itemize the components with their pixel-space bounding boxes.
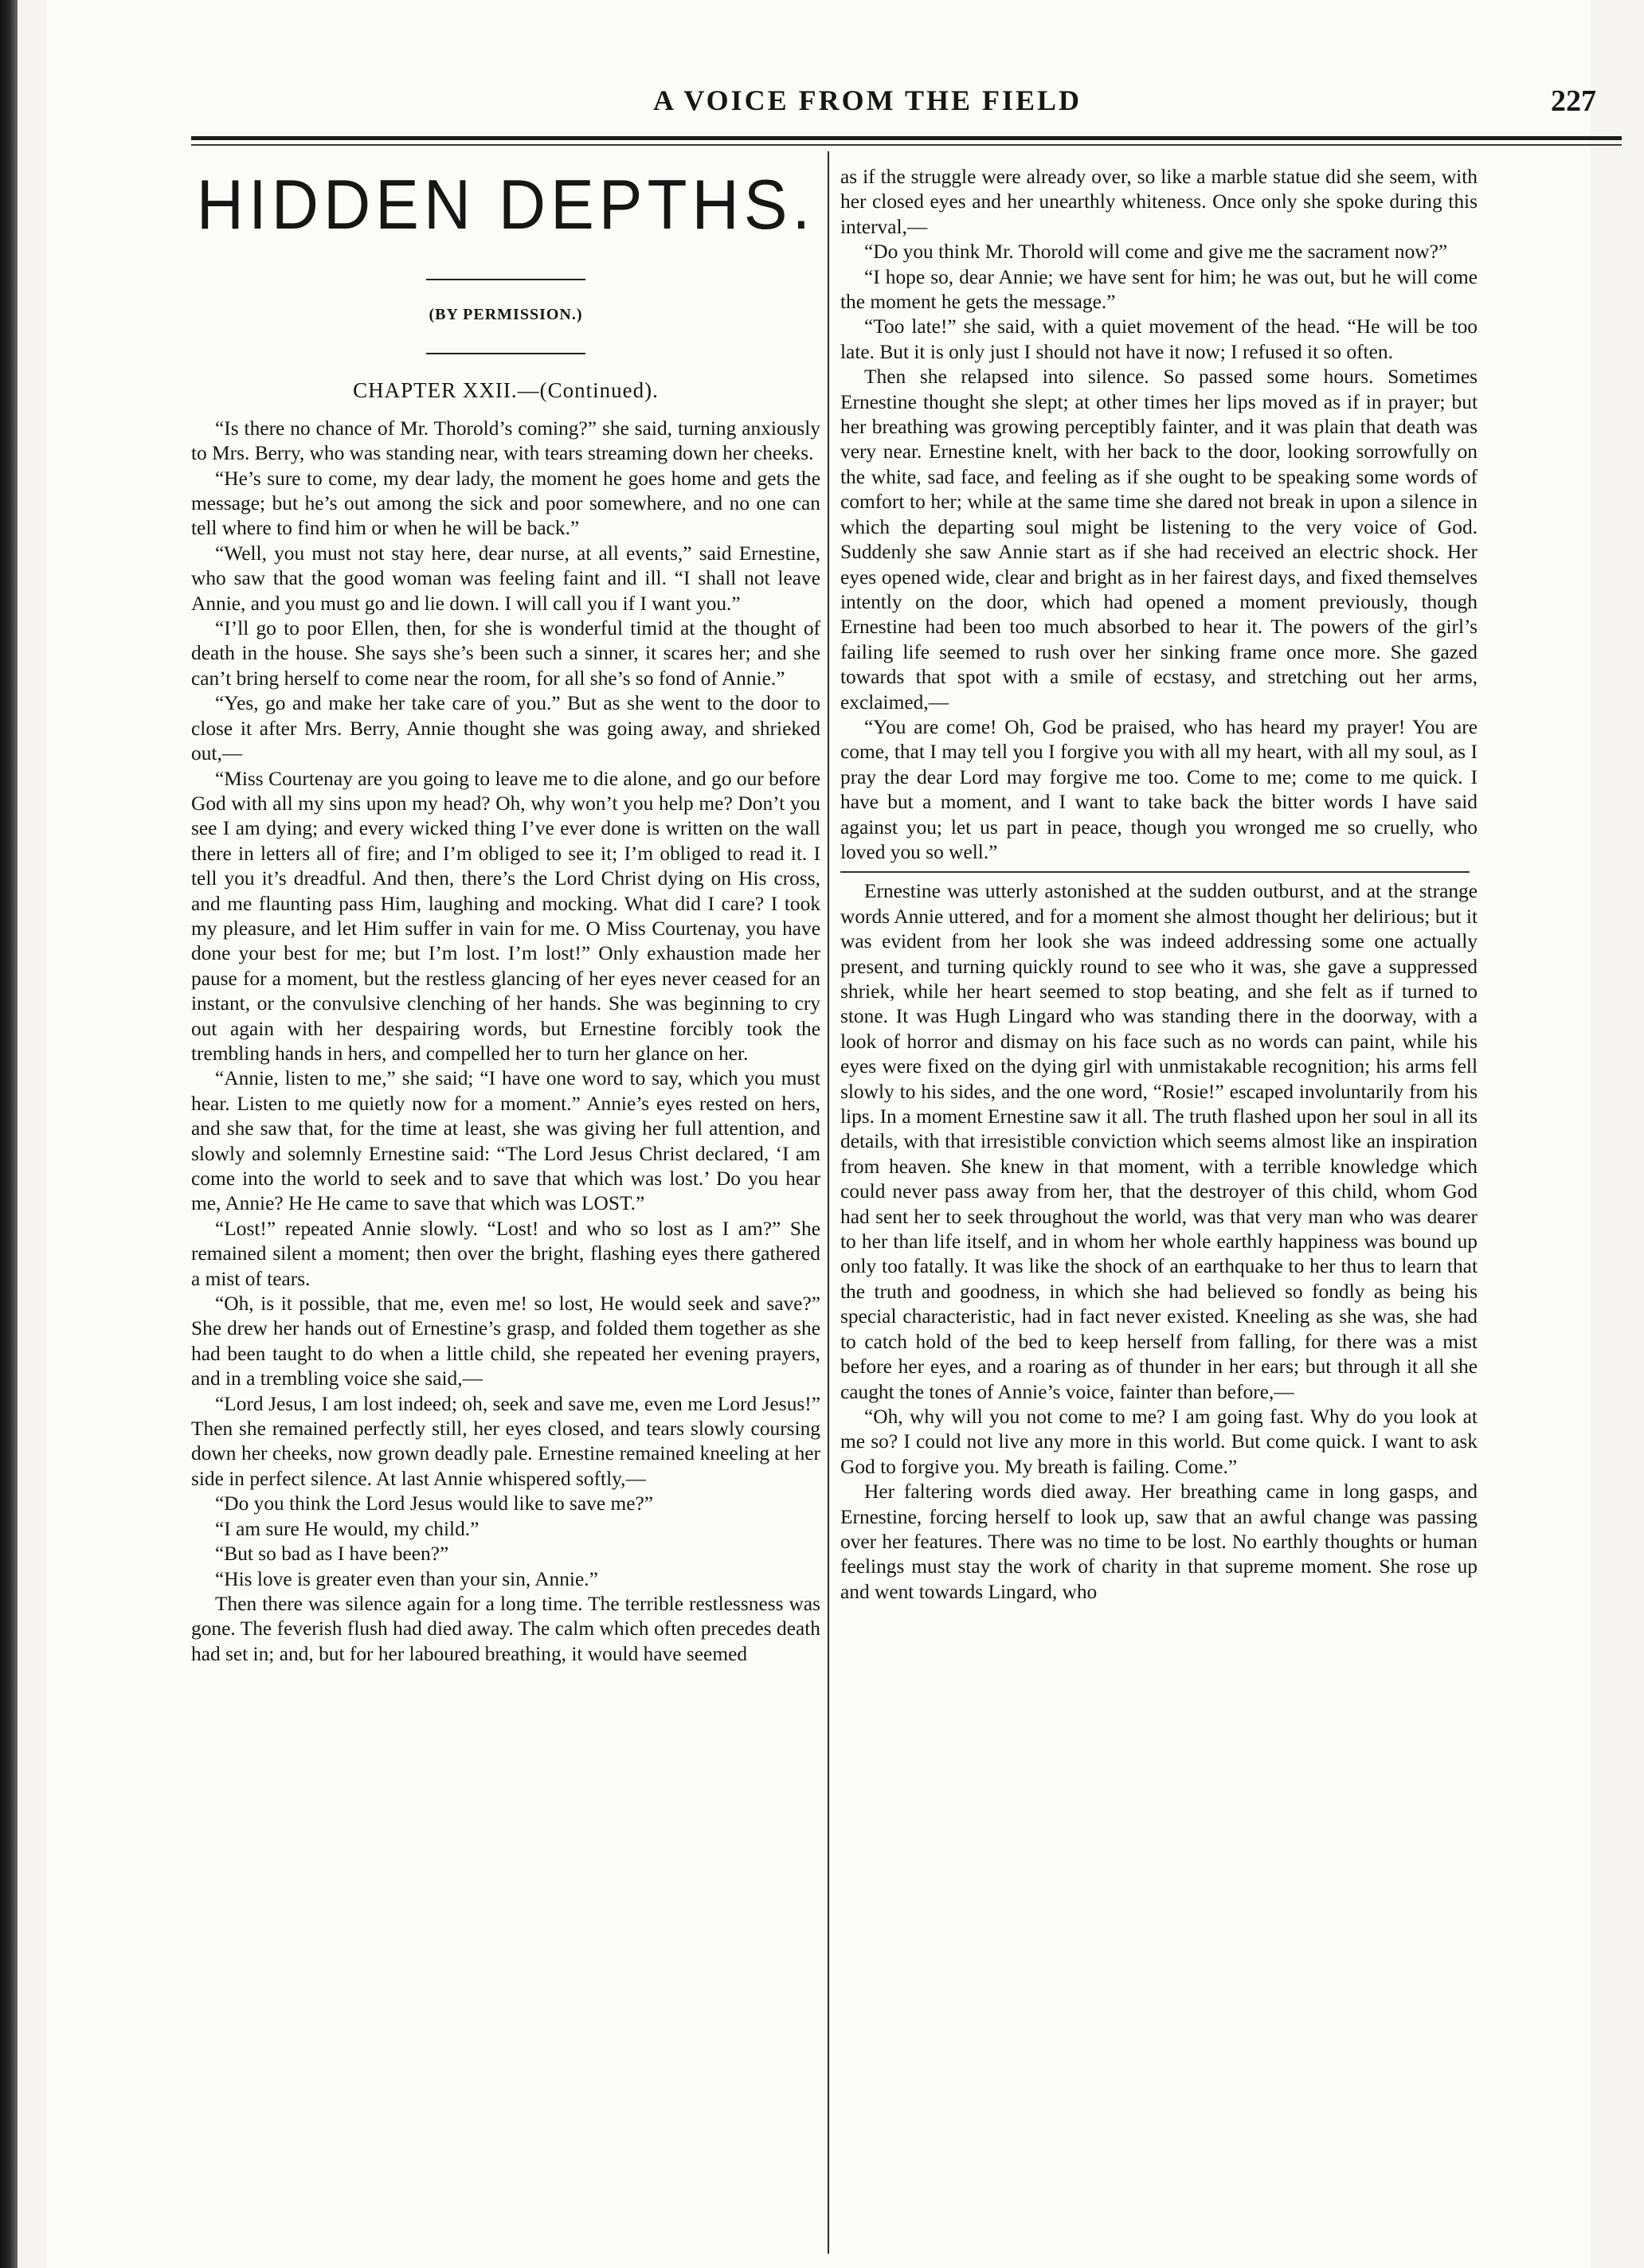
paragraph: “But so bad as I have been?” xyxy=(215,1543,449,1566)
paragraph: “Yes, go and make her take care of you.” But as she went to the door to close it after Mrs. Berry, Annie thought she was going away, and shrieked out,— xyxy=(191,692,820,765)
paragraph: “Well, you must not stay here, dear nurse, at all events,” said Ernestine, who saw that the good woman was feeling faint and ill. “I shall not leave Annie, and you must go and lie down. I will call you if I want you.” xyxy=(191,542,820,615)
paragraph: “I hope so, dear Annie; we have sent for him; he was out, but he will come the moment he gets the message.” xyxy=(840,265,1478,314)
title-rule xyxy=(426,279,585,280)
paragraph: “Do you think the Lord Jesus would like to save me?” xyxy=(215,1492,654,1515)
right-paragraphs-top xyxy=(840,165,1478,865)
header-rule xyxy=(191,136,1622,140)
paragraph: Then there was silence again for a long time. The terrible restlessness was gone. The feverish flush had died away. The calm which often precedes death had set in; and, but for her laboured breathing, it would have seemed xyxy=(191,1592,820,1665)
paragraph: “He’s sure to come, my dear lady, the moment he goes home and gets the message; but he’s out among the sick and poor somewhere, and no one can tell where to find him or when he will be back.” xyxy=(191,467,820,540)
paragraph: “I am sure He would, my child.” xyxy=(215,1517,480,1540)
paragraph: Then she relapsed into silence. So passed some hours. Sometimes Ernestine thought she slept; at other times her lips moved as if in prayer; but her breathing was growing perceptibly fainter, and it was plain that death was very near. Ernestine knelt, with her back to the door, looking sorrowfully on the white, sad face, and feeling as if she ought to be speaking some words of comfort to her; while at the same time she dared not break in upon a silence in which the departing soul might be listening to the very voice of God. Suddenly she saw Annie start as if she had received an electric shock. Her eyes opened wide, clear and bright as in her fairest days, and fixed themselves intently on the door, which had opened a moment previously, though Ernestine had been too much absorbed to hear it. The powers of the girl’s failing life seemed to rush over her sinking frame once more. She gazed towards that spot with a smile of ecstasy, and stretching out her arms, exclaimed,— xyxy=(840,366,1478,714)
byline: (BY PERMISSION.) xyxy=(429,306,583,323)
page-number: 227 xyxy=(1551,84,1596,118)
paragraph: “Is there no chance of Mr. Thorold’s coming?” she said, turning anxiously to Mrs. Berry, who was standing near, with tears streaming down her cheeks. xyxy=(191,416,820,465)
header-rule-thin xyxy=(191,144,1622,146)
paragraph: “Oh, why will you not come to me? I am going fast. Why do you look at me so? I could not live any more in this world. But come quick. I want to ask God to forgive you. My breath is failing. Come.” xyxy=(840,1405,1478,1478)
paragraph: “Miss Courtenay are you going to leave me to die alone, and go our before God with all my sins upon my head? Oh, why won’t you help me? Don’t you see I am dying; and every wicked thing I’ve ever done is written on the wall there in letters all of fire; and I’m obliged to see it; I’m obliged to read it. I tell you it’s dreadful. And then, there’s the Lord Christ dying on His cross, and me flaunting pass Him, laughing and mocking. What did I care? I took my pleasure, and let Him suffer in vain for me. O Miss Courtenay, you have done your best for me; but I’m lost. I’m lost!” Only exhaustion made her pause for a moment, but the restless glancing of her eyes never ceased for an instant, or the convulsive clenching of her hands. She was beginning to cry out again with her despairing words, but Ernestine forcibly took the trembling hands in hers, and compelled her to turn her glance on her. xyxy=(191,767,820,1065)
paragraph: “His love is greater even than your sin, Annie.” xyxy=(215,1567,598,1590)
column-divider xyxy=(828,151,829,2254)
section-separator xyxy=(840,871,1470,873)
scan-binding-edge xyxy=(0,0,18,2268)
paragraph: “I’ll go to poor Ellen, then, for she is wonderful timid at the thought of death in the house. She says she’s been such a sinner, it scares her; and she can’t bring herself to come near the room, for all she’s so fond of Annie.” xyxy=(191,617,820,690)
paragraph: “Lost!” repeated Annie slowly. “Lost! and who so lost as I am?” She remained silent a moment; then over the bright, flashing eyes there gathered a mist of tears. xyxy=(191,1217,820,1290)
paragraph: “Too late!” she said, with a quiet movement of the head. “He will be too late. But it is only just I should not have it now; I refused it so often. xyxy=(840,315,1478,363)
story-title: HIDDEN DEPTHS. xyxy=(196,166,816,244)
paragraph: Her faltering words died away. Her breathing came in long gasps, and Ernestine, forcing herself to look up, saw that an awful change was passing over her features. There was no time to be lost. No earthly thoughts or human feelings must stay the work of charity in that supreme moment. She rose up and went towards Lingard, who xyxy=(840,1480,1478,1603)
paragraph: “Do you think Mr. Thorold will come and give me the sacrament now?” xyxy=(864,240,1448,264)
paragraph: “You are come! Oh, God be praised, who has heard my prayer! You are come, that I may tell you I forgive you with all my heart, with all my soul, as I pray the dear Lord may forgive me too. Come to me; come to me quick. I have but a moment, and I want to take back the bitter words I have said against you; let us part in peace, though you wronged me so cruelly, who loved you so well.” xyxy=(840,715,1478,863)
paragraph: as if the struggle were already over, so like a marble statue did she seem, with her closed eyes and her unearthly whiteness. Once only she spoke during this interval,— xyxy=(840,166,1478,238)
paragraph: “Oh, is it possible, that me, even me! so lost, He would seek and save?” She drew her hands out of Ernestine’s grasp, and folded them together as she had been taught to do when a little child, she repeated her evening prayers, and in a trembling voice she said,— xyxy=(191,1292,820,1390)
paragraph: “Lord Jesus, I am lost indeed; oh, seek and save me, even me Lord Jesus!” Then she remained perfectly still, her eyes closed, and tears slowly coursing down her cheeks, now grown deadly pale. Ernestine remained kneeling at her side in perfect silence. At last Annie whispered softly,— xyxy=(191,1392,820,1490)
left-paragraphs xyxy=(191,416,820,1667)
right-column xyxy=(840,165,1478,1605)
page-header xyxy=(207,84,1596,122)
byline-rule xyxy=(426,353,585,354)
right-paragraphs-bottom xyxy=(840,879,1478,1605)
chapter-heading: CHAPTER XXII.—(Continued). xyxy=(353,378,659,403)
paragraph: “Annie, listen to me,” she said; “I have one word to say, which you must hear. Listen to me quietly now for a moment.” Annie’s eyes rested on hers, and she saw that, for the time at least, she was giving her full attention, and slowly and solemnly Ernestine said: “The Lord Jesus Christ declared, ‘I am come into the world to seek and to save that which was lost.’ Do you hear me, Annie? He He came to save that which was LOST.” xyxy=(191,1067,820,1215)
left-column xyxy=(191,166,820,1667)
paragraph: Ernestine was utterly astonished at the sudden outburst, and at the strange words Annie uttered, and for a moment she almost thought her delirious; but it was evident from her look she was indeed addressing some one actually present, and turning quickly round to see who it was, she gave a suppressed shriek, while her heart seemed to stop beating, and she felt as if turned to stone. It was Hugh Lingard who was standing there in the doorway, with a look of horror and dismay on his face such as no words can paint, while his eyes were fixed on the dying girl with unmistakable recognition; his arms fell slowly to his sides, and the one word, “Rosie!” escaped involuntarily from his lips. In a moment Ernestine saw it all. The truth flashed upon her soul in all its details, with that irresistible conviction which seems almost like an inspiration from heaven. She knew in that moment, with a terrible knowledge which could never pass away from her, that the destroyer of this child, whom God had sent her to seek throughout the world, was that very man who was dearer to her than life itself, and in whom her whole earthly happiness was bound up only too fatally. It was like the shock of an earthquake to her thus to learn that the truth and goodness, in which she had believed so fondly as being his special characteristic, had in fact never existed. Kneeling as she was, she had to catch hold of the bed to keep herself from falling, for there was a mist before her eyes, and a roaring as of thunder in her ears; but through it all she caught the tones of Annie’s voice, fainter than before,— xyxy=(840,880,1478,1403)
running-title: A VOICE FROM THE FIELD xyxy=(653,84,1082,116)
